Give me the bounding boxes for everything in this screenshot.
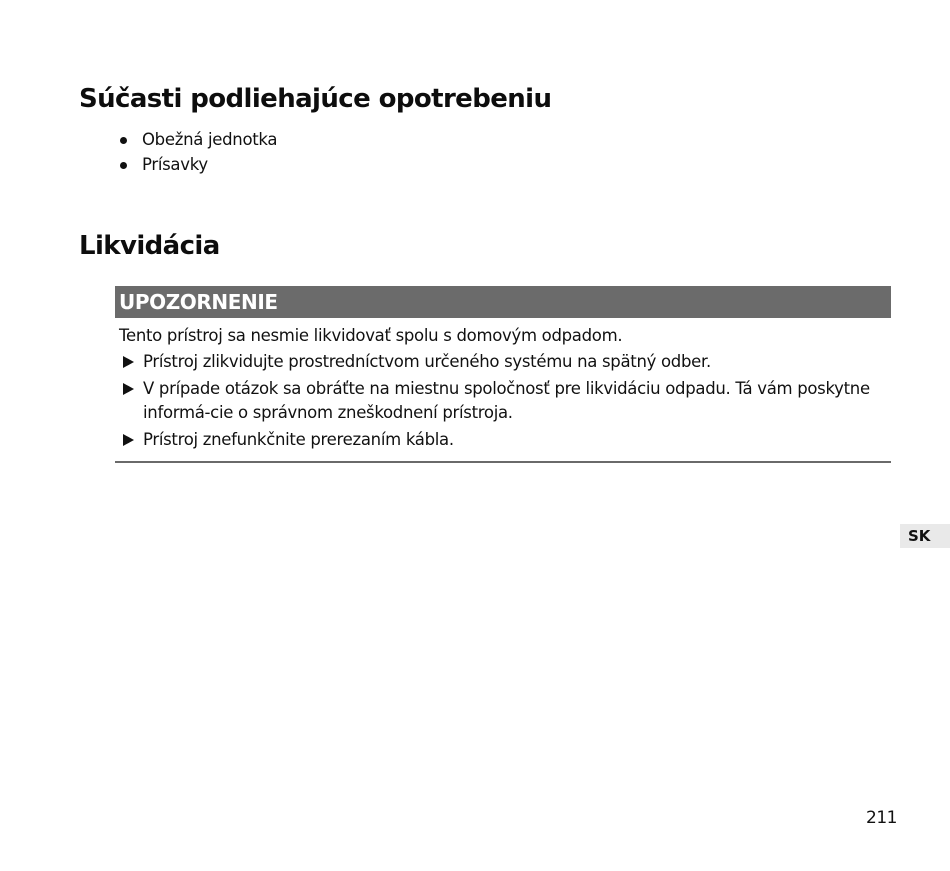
instruction-text: Prístroj zlikvidujte prostredníctvom určeného systému na spätný odber. [143,352,711,371]
list-item [118,127,277,152]
warning-body [115,318,891,452]
list-item-label: Obežná jednotka [142,130,278,149]
warning-intro: Tento prístroj sa nesmie likvidovať spolu s domovým odpadom. [119,326,623,345]
wear-parts-list [118,127,277,177]
instruction-text: Prístroj znefunkčnite prerezaním kábla. [143,429,454,449]
list-item [118,152,277,177]
warning-label: UPOZORNENIE [115,286,891,318]
warning-box [115,286,891,463]
instruction-text: V prípade otázok sa obráťte na miestnu spoločnosť pre likvidáciu odpadu. Tá vám poskytne informá-cie o správnom zneškodnení prístroja. [143,378,870,422]
instruction-step [119,350,891,375]
language-tab: SK [900,524,950,548]
page-number: 211 [866,808,897,828]
list-item-label: Prísavky [142,155,208,174]
arrow-right-icon [123,356,134,368]
arrow-right-icon [123,383,134,395]
arrow-right-icon [123,434,134,446]
instruction-step [119,428,891,453]
bullet-icon [120,137,127,144]
section-title-disposal: Likvidácia [79,231,220,261]
instruction-step [119,377,891,426]
section-title-wear-parts: Súčasti podliehajúce opotrebeniu [79,84,552,114]
bullet-icon [120,162,127,169]
instruction-list [119,350,891,452]
